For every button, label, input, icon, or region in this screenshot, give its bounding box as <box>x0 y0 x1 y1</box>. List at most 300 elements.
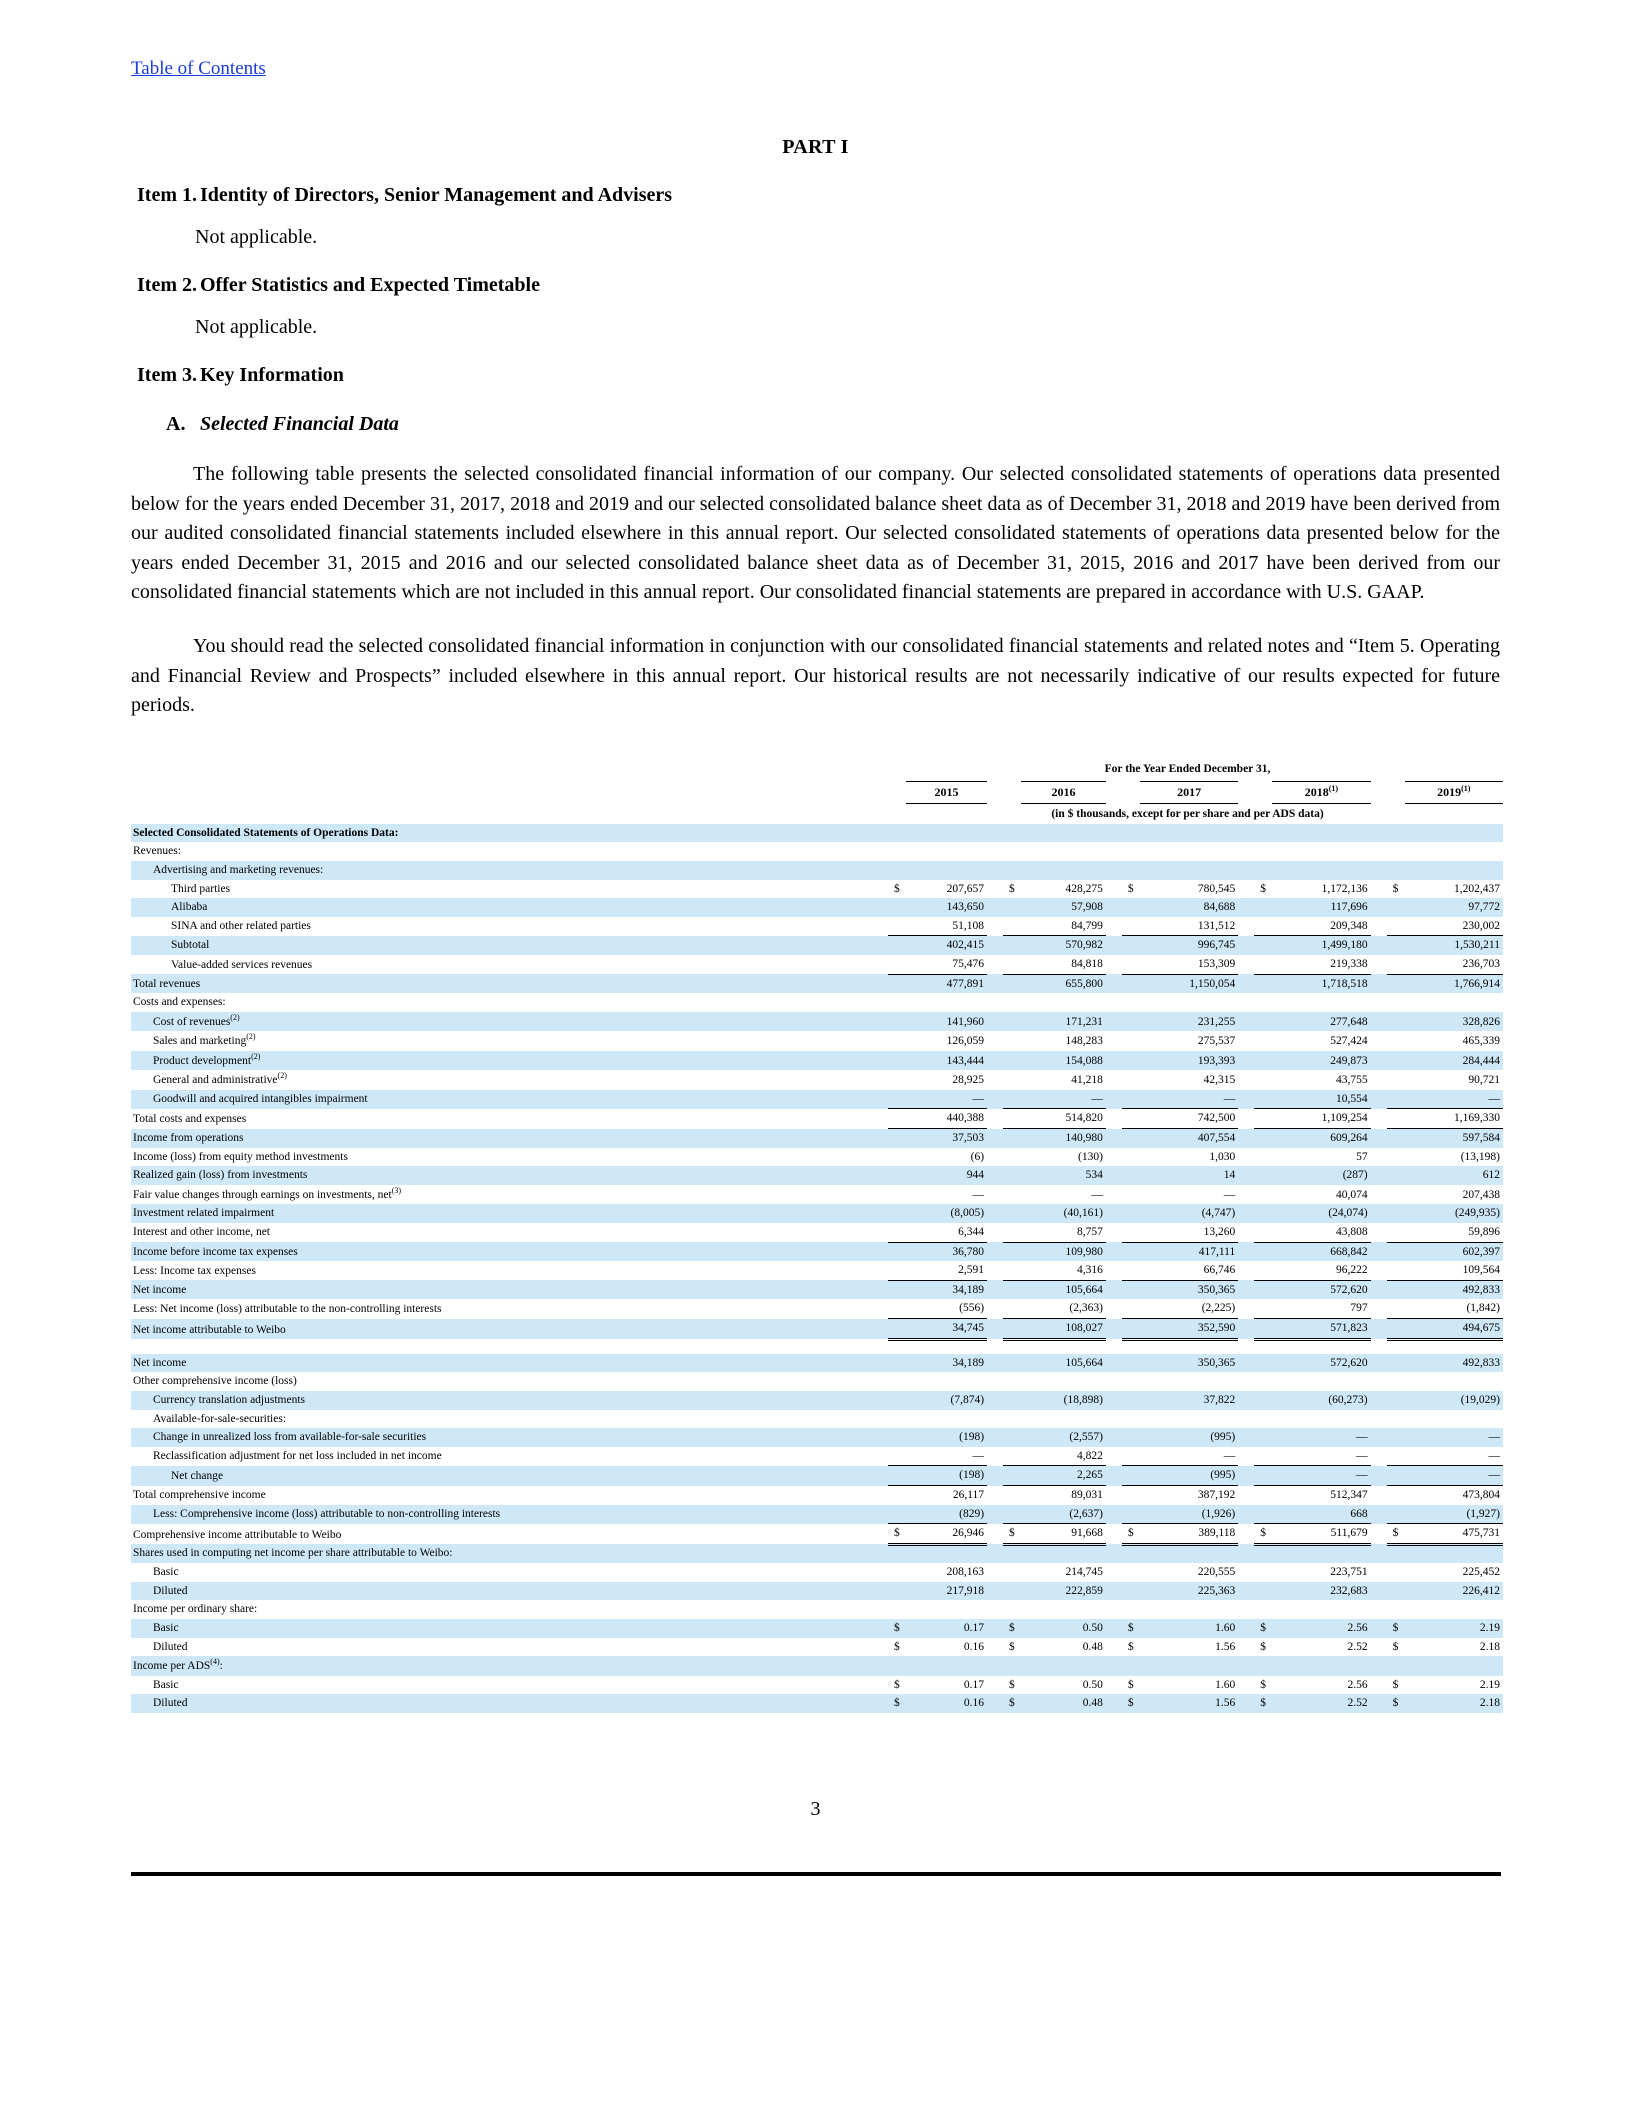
table-cell-value: 75,476 <box>906 955 987 974</box>
cell-gap <box>1106 1223 1122 1242</box>
cell-gap <box>872 955 888 974</box>
currency-symbol <box>1254 1129 1272 1148</box>
table-cell-value: 0.48 <box>1082 1640 1103 1653</box>
currency-symbol <box>888 936 906 955</box>
row-label: Change in unrealized loss from available-for-sale securities <box>131 1428 872 1447</box>
currency-symbol <box>1254 1428 1272 1447</box>
cell-gap <box>1238 1280 1254 1299</box>
currency-symbol <box>888 1280 906 1299</box>
row-label: Value-added services revenues <box>171 958 313 971</box>
footer-rule <box>131 1872 1501 1876</box>
table-cell-value <box>906 861 987 880</box>
table-cell-value: 57 <box>1356 1150 1368 1163</box>
currency-symbol <box>888 1148 906 1167</box>
cell-gap <box>987 1466 1003 1486</box>
currency-symbol: $ <box>1009 882 1015 895</box>
currency-symbol: $ <box>888 1694 906 1713</box>
table-cell-value: 668,842 <box>1272 1242 1370 1261</box>
currency-symbol <box>888 1012 906 1031</box>
table-cell-value: 572,620 <box>1272 1354 1370 1373</box>
table-row <box>131 1619 1503 1638</box>
table-cell-value: 43,808 <box>1272 1223 1370 1242</box>
table-row <box>131 1261 1503 1280</box>
table-cell-value <box>906 1544 987 1563</box>
cell-gap <box>1371 1391 1387 1410</box>
table-cell-value: 2.19 <box>1479 1678 1500 1691</box>
table-cell-value: (18,898) <box>1021 1391 1106 1410</box>
currency-symbol <box>1003 861 1021 880</box>
cell-gap <box>1238 1638 1254 1657</box>
currency-symbol <box>1387 917 1405 936</box>
cell-gap <box>1238 1619 1254 1638</box>
currency-symbol <box>888 861 906 880</box>
currency-symbol <box>1387 1656 1405 1675</box>
currency-symbol <box>1387 1280 1405 1299</box>
table-cell-value: 214,745 <box>1065 1566 1103 1579</box>
cell-gap <box>1371 1563 1387 1582</box>
cell-gap <box>1106 1280 1122 1299</box>
currency-symbol <box>1122 1428 1140 1447</box>
table-cell-value: 2.52 <box>1347 1640 1368 1653</box>
cell-gap <box>1106 1129 1122 1148</box>
cell-gap <box>1238 1676 1254 1695</box>
table-cell-value: — <box>1405 1447 1503 1466</box>
table-row <box>131 1372 1503 1391</box>
cell-gap <box>1371 1109 1387 1129</box>
table-cell-value: 1,718,518 <box>1272 974 1370 993</box>
cell-gap <box>1238 1070 1254 1089</box>
cell-gap <box>872 1391 888 1410</box>
cell-gap <box>987 1261 1003 1280</box>
selected-financial-data-table <box>131 760 1503 1713</box>
item-1-body: Not applicable. <box>195 226 318 248</box>
table-cell-value: 492,833 <box>1405 1354 1503 1373</box>
table-cell-value: 570,982 <box>1021 936 1106 955</box>
table-cell-value: 34,189 <box>906 1354 987 1373</box>
table-row <box>131 1031 1503 1050</box>
cell-gap <box>1371 1638 1387 1657</box>
table-cell-value: 219,338 <box>1272 955 1370 974</box>
cell-gap <box>872 1012 888 1031</box>
row-label: Net income attributable to Weibo <box>131 1319 872 1340</box>
table-cell-value: 209,348 <box>1272 917 1370 936</box>
cell-gap <box>1238 955 1254 974</box>
currency-symbol <box>1122 861 1140 880</box>
cell-gap <box>1371 936 1387 955</box>
cell-gap <box>987 1299 1003 1318</box>
header-gap <box>1238 781 1254 803</box>
table-cell-value: 126,059 <box>946 1035 985 1048</box>
currency-symbol <box>1387 1563 1405 1582</box>
table-cell-value: 105,664 <box>1021 1280 1106 1299</box>
currency-symbol <box>1254 1242 1272 1261</box>
table-cell-value: 572,620 <box>1272 1280 1370 1299</box>
table-cell-value: (198) <box>906 1428 987 1447</box>
currency-symbol: $ <box>894 1640 900 1653</box>
cell-gap <box>1106 1656 1122 1675</box>
currency-symbol <box>1254 1505 1272 1524</box>
table-cell-value <box>1140 1600 1238 1619</box>
currency-symbol <box>1254 1563 1272 1582</box>
row-label: Reclassification adjustment for net loss included in net income <box>153 1450 442 1463</box>
cell-gap <box>1106 898 1122 917</box>
table-cell-value <box>906 1410 987 1429</box>
cell-gap <box>1371 1676 1387 1695</box>
row-label: Fair value changes through earnings on investments, net$^{(3)}$ <box>133 1185 402 1201</box>
cell-gap <box>872 1505 888 1524</box>
table-cell-value <box>1272 824 1370 843</box>
cell-gap <box>872 1694 888 1713</box>
cell-gap <box>987 842 1003 861</box>
currency-symbol <box>888 1505 906 1524</box>
currency-symbol <box>1254 1582 1272 1601</box>
cell-gap <box>872 1524 888 1545</box>
table-cell-value: 59,896 <box>1405 1223 1503 1242</box>
cell-gap <box>872 993 888 1012</box>
row-label: Less: Net income (loss) attributable to the non-controlling interests <box>133 1302 442 1315</box>
currency-symbol <box>1254 1299 1272 1318</box>
header-period-label: For the Year Ended December 31, <box>1104 763 1271 775</box>
cell-gap <box>872 1319 888 1340</box>
table-cell-value: 1,766,914 <box>1405 974 1503 993</box>
row-label: Currency translation adjustments <box>131 1391 872 1410</box>
cell-gap <box>987 1600 1003 1619</box>
cell-gap <box>1238 1051 1254 1070</box>
cell-gap <box>987 917 1003 936</box>
cell-gap <box>1106 1410 1122 1429</box>
cell-gap <box>1238 1012 1254 1031</box>
cell-gap <box>1106 1676 1122 1695</box>
row-label: General and administrative$^{(2)}$ <box>153 1071 287 1087</box>
cell-gap <box>1238 1031 1254 1050</box>
cell-gap <box>1238 1354 1254 1373</box>
currency-symbol <box>888 1354 906 1373</box>
table-cell-value <box>1140 861 1238 880</box>
currency-symbol <box>1254 1070 1272 1089</box>
table-cell-value: 236,703 <box>1405 955 1503 974</box>
table-cell-value: (1,926) <box>1140 1505 1238 1524</box>
currency-symbol <box>1003 1223 1021 1242</box>
table-cell-value: 220,555 <box>1197 1566 1236 1579</box>
header-blank <box>131 760 872 781</box>
currency-symbol <box>888 1090 906 1109</box>
currency-symbol <box>888 842 906 861</box>
cell-gap <box>1238 1166 1254 1185</box>
currency-symbol: $ <box>1009 1640 1015 1653</box>
table-cell-value <box>1021 842 1106 861</box>
cell-gap <box>987 1428 1003 1447</box>
table-cell-value: 84,799 <box>1021 917 1106 936</box>
currency-symbol <box>1003 842 1021 861</box>
table-cell-value: 34,745 <box>906 1319 987 1340</box>
currency-symbol <box>1254 1447 1272 1466</box>
cell-gap <box>872 1051 888 1070</box>
row-label: Sales and marketing$^{(2)}$ <box>153 1032 256 1048</box>
row-label: Net change <box>131 1466 872 1486</box>
table-cell-value <box>906 842 987 861</box>
cell-gap <box>872 861 888 880</box>
cell-gap <box>1106 1544 1122 1563</box>
table-cell-value <box>1272 1339 1370 1354</box>
table-cell-value: — <box>1405 1090 1503 1109</box>
currency-symbol <box>1122 1070 1140 1089</box>
currency-symbol <box>1387 1339 1405 1354</box>
table-cell-value: 26,946 <box>906 1524 987 1545</box>
cell-gap <box>987 1486 1003 1505</box>
currency-symbol <box>1003 1339 1021 1354</box>
cell-gap <box>987 1447 1003 1466</box>
table-cell-value <box>1272 993 1370 1012</box>
table-header-span-row <box>131 760 1503 781</box>
table-row <box>131 824 1503 843</box>
currency-symbol <box>1122 1166 1140 1185</box>
currency-symbol <box>1254 1051 1272 1070</box>
table-cell-value: (2,225) <box>1140 1299 1238 1318</box>
table-cell-value: 42,315 <box>1203 1074 1236 1087</box>
cell-gap <box>1238 917 1254 936</box>
currency-symbol: $ <box>1003 1619 1021 1638</box>
table-row <box>131 1505 1503 1524</box>
cell-gap <box>1238 824 1254 843</box>
cell-gap <box>1371 1339 1387 1354</box>
currency-symbol <box>1387 1428 1405 1447</box>
table-cell-value: 2.19 <box>1405 1619 1503 1638</box>
cell-gap <box>987 974 1003 993</box>
cell-gap <box>1238 974 1254 993</box>
cell-gap <box>1106 1242 1122 1261</box>
table-cell-value <box>1021 861 1106 880</box>
table-row <box>131 1166 1503 1185</box>
currency-symbol <box>1122 1391 1140 1410</box>
row-label: Comprehensive income attributable to Weibo <box>133 1528 342 1541</box>
cell-gap <box>1371 1051 1387 1070</box>
table-cell-value: 225,363 <box>1140 1582 1238 1601</box>
row-label: Income from operations <box>131 1129 872 1148</box>
table-cell-value <box>1021 993 1106 1012</box>
cell-gap <box>1106 1299 1122 1318</box>
currency-symbol <box>888 993 906 1012</box>
currency-symbol <box>1387 1391 1405 1410</box>
table-cell-value: 350,365 <box>1140 1280 1238 1299</box>
row-label: Diluted <box>131 1582 872 1601</box>
table-cell-value: 143,444 <box>906 1051 987 1070</box>
table-cell-value <box>1140 1544 1238 1563</box>
table-cell-value <box>1140 824 1238 843</box>
cell-gap <box>1106 1261 1122 1280</box>
row-label: Cost of revenues$^{(2)}$ <box>131 1012 872 1031</box>
table-cell-value: — <box>1405 1428 1503 1447</box>
table-cell-value <box>906 1339 987 1354</box>
cell-gap <box>987 1339 1003 1354</box>
currency-symbol <box>1254 898 1272 917</box>
table-cell-value: 230,002 <box>1405 917 1503 936</box>
table-cell-value: — <box>972 1188 985 1201</box>
currency-symbol <box>1003 1354 1021 1373</box>
cell-gap <box>1106 1339 1122 1354</box>
currency-symbol <box>1387 974 1405 993</box>
currency-symbol <box>1122 842 1140 861</box>
table-cell-value: 527,424 <box>1330 1035 1368 1048</box>
table-row <box>131 1676 1503 1695</box>
cell-gap <box>1371 1148 1387 1167</box>
row-label: Total comprehensive income <box>133 1489 266 1502</box>
item-1-title: Identity of Directors, Senior Management and Advisers <box>200 184 673 206</box>
row-label: Basic <box>131 1619 872 1638</box>
cell-gap <box>987 824 1003 843</box>
currency-symbol <box>1254 955 1272 974</box>
cell-gap <box>1106 1428 1122 1447</box>
cell-gap <box>1106 1391 1122 1410</box>
cell-gap <box>987 1544 1003 1563</box>
currency-symbol <box>1387 1319 1405 1340</box>
cell-gap <box>1238 1204 1254 1223</box>
table-cell-value: 91,668 <box>1021 1524 1106 1545</box>
table-cell-value: (2,363) <box>1021 1299 1106 1318</box>
currency-symbol <box>1003 1600 1021 1619</box>
table-row <box>131 1242 1503 1261</box>
cell-gap <box>872 1466 888 1486</box>
cell-gap <box>987 1129 1003 1148</box>
currency-symbol <box>1122 1109 1140 1129</box>
table-cell-value: 797 <box>1272 1299 1370 1318</box>
cell-gap <box>1106 1012 1122 1031</box>
cell-gap <box>987 1109 1003 1129</box>
table-cell-value: 4,822 <box>1021 1447 1106 1466</box>
currency-symbol <box>888 824 906 843</box>
table-row <box>131 1129 1503 1148</box>
cell-gap <box>1238 1299 1254 1318</box>
cell-gap <box>1238 1694 1254 1713</box>
cell-gap <box>987 898 1003 917</box>
currency-symbol: $ <box>1260 1678 1267 1691</box>
currency-symbol <box>1387 1090 1405 1109</box>
cell-gap <box>1238 993 1254 1012</box>
row-label: Net income <box>131 1280 872 1299</box>
table-cell-value <box>1140 842 1238 861</box>
cell-gap <box>1238 1505 1254 1524</box>
currency-symbol <box>1254 993 1272 1012</box>
currency-symbol <box>1122 824 1140 843</box>
cell-gap <box>987 880 1003 899</box>
currency-symbol <box>1003 1280 1021 1299</box>
currency-symbol <box>1122 1582 1140 1601</box>
cell-gap <box>1371 1600 1387 1619</box>
currency-symbol <box>888 1299 906 1318</box>
cell-gap <box>1238 861 1254 880</box>
table-cell-value: — <box>1021 1090 1106 1109</box>
table-cell-value <box>906 824 987 843</box>
currency-symbol <box>1254 1031 1272 1050</box>
currency-symbol <box>1122 955 1140 974</box>
table-row <box>131 1600 1503 1619</box>
table-cell-value: (40,161) <box>1021 1204 1106 1223</box>
table-cell-value: 1.56 <box>1215 1640 1236 1653</box>
cell-gap <box>1371 1447 1387 1466</box>
table-cell-value: 207,438 <box>1462 1188 1500 1201</box>
cell-gap <box>1238 1148 1254 1167</box>
table-cell-value: 571,823 <box>1272 1319 1370 1340</box>
cell-gap <box>872 1090 888 1109</box>
cell-gap <box>1238 1466 1254 1486</box>
table-of-contents-link[interactable]: Table of Contents <box>131 58 266 79</box>
currency-symbol <box>1387 1544 1405 1563</box>
table-cell-value <box>1140 1372 1238 1391</box>
table-cell-value <box>1021 1410 1106 1429</box>
cell-gap <box>1371 1204 1387 1223</box>
paragraph-1: The following table presents the selected consolidated financial information of our company. Our selected consolidated statements of operations data presented below for the years ended December 31, 2017, 2018 and 2019 and our selected consolidated balance sheet data as of December 31, 2018 and 2019 have been derived from our audited consolidated financial statements included elsewhere in this annual report. Our selected consolidated statements of operations data presented below for the years ended December 31, 2015 and 2016 and our selected consolidated balance sheet data as of December 31, 2015, 2016 and 2017 have been derived from our consolidated financial statements which are not included in this annual report. Our consolidated financial statements are prepared in accordance with U.S. GAAP. <box>131 463 1500 604</box>
currency-symbol <box>1003 1391 1021 1410</box>
cell-gap <box>872 1638 888 1657</box>
cell-gap <box>1238 1582 1254 1601</box>
table-cell-value: 597,584 <box>1405 1129 1503 1148</box>
currency-symbol <box>1003 993 1021 1012</box>
cell-gap <box>1106 1619 1122 1638</box>
table-cell-value: 473,804 <box>1462 1489 1500 1502</box>
column-header-year-2016: 2016 <box>1021 781 1106 803</box>
table-cell-value: 140,980 <box>1021 1129 1106 1148</box>
table-cell-value: 402,415 <box>906 936 987 955</box>
table-cell-value: 440,388 <box>906 1109 987 1129</box>
table-row <box>131 974 1503 993</box>
currency-symbol: $ <box>1260 882 1267 895</box>
cell-gap <box>1238 1129 1254 1148</box>
table-cell-value <box>1405 1656 1503 1675</box>
currency-symbol <box>1387 1372 1405 1391</box>
currency-symbol <box>888 1109 906 1129</box>
table-row <box>131 917 1503 936</box>
table-cell-value: 105,664 <box>1021 1354 1106 1373</box>
currency-symbol <box>1003 1070 1021 1089</box>
currency-symbol <box>1254 1148 1272 1167</box>
table-header-years-row <box>131 781 1503 803</box>
table-cell-value <box>1021 824 1106 843</box>
cell-gap <box>1371 1694 1387 1713</box>
currency-symbol: $ <box>1122 1524 1140 1545</box>
cell-gap <box>1238 1223 1254 1242</box>
cell-gap <box>872 1166 888 1185</box>
table-cell-value: (829) <box>906 1505 987 1524</box>
table-cell-value: 275,537 <box>1197 1035 1236 1048</box>
table-row <box>131 1299 1503 1318</box>
currency-symbol: $ <box>1392 882 1399 895</box>
currency-symbol <box>1387 861 1405 880</box>
table-cell-value: 28,925 <box>952 1074 985 1087</box>
row-label: Available-for-sale-securities: <box>153 1412 287 1425</box>
table-cell-value: 944 <box>906 1166 987 1185</box>
table-row <box>131 861 1503 880</box>
table-cell-value: 284,444 <box>1405 1051 1503 1070</box>
row-label: Basic <box>153 1566 179 1579</box>
currency-symbol <box>1387 824 1405 843</box>
currency-symbol <box>888 955 906 974</box>
cell-gap <box>1238 1339 1254 1354</box>
table-cell-value: 534 <box>1021 1166 1106 1185</box>
row-label: Diluted <box>153 1640 188 1653</box>
cell-gap <box>1238 1600 1254 1619</box>
row-label: Income per ADS$^{(4)}$: <box>131 1656 872 1675</box>
currency-symbol <box>1387 1410 1405 1429</box>
currency-symbol <box>1003 1410 1021 1429</box>
cell-gap <box>872 1428 888 1447</box>
cell-gap <box>987 1694 1003 1713</box>
table-cell-value <box>1405 1410 1503 1429</box>
table-cell-value: 143,650 <box>906 898 987 917</box>
currency-symbol: $ <box>1254 1524 1272 1545</box>
currency-symbol <box>1122 1319 1140 1340</box>
table-cell-value: (995) <box>1140 1428 1238 1447</box>
table-cell-value: 407,554 <box>1140 1129 1238 1148</box>
table-cell-value <box>1021 1544 1106 1563</box>
